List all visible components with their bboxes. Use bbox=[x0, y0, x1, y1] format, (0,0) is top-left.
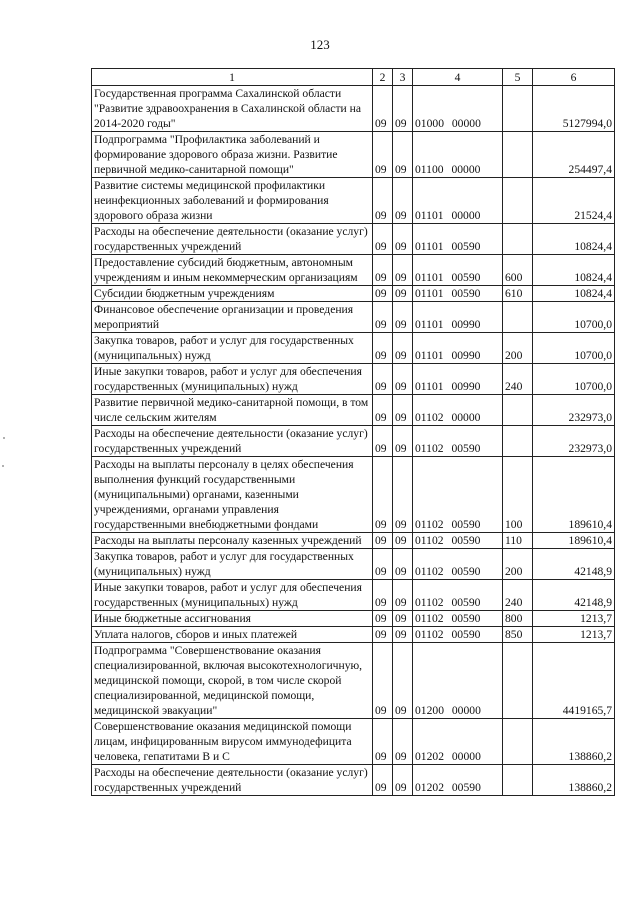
target-article: 01000 00000 bbox=[413, 86, 503, 132]
expense-kind: 240 bbox=[503, 364, 533, 395]
target-article: 01101 00990 bbox=[413, 364, 503, 395]
expense-name: Расходы на обеспечение деятельности (оказание услуг) государственных учреждений bbox=[92, 224, 373, 255]
table-row bbox=[92, 627, 615, 643]
subsection-code: 09 bbox=[393, 549, 413, 580]
target-article: 01102 00000 bbox=[413, 395, 503, 426]
subsection-code: 09 bbox=[393, 580, 413, 611]
expense-kind bbox=[503, 86, 533, 132]
table-row bbox=[92, 719, 615, 765]
expense-kind bbox=[503, 643, 533, 719]
expense-name: Предоставление субсидий бюджетным, автономным учреждениям и иным некоммерческим организациям bbox=[92, 255, 373, 286]
expense-kind: 600 bbox=[503, 255, 533, 286]
table-row bbox=[92, 765, 615, 796]
table-row bbox=[92, 178, 615, 224]
expense-name: Развитие первичной медико-санитарной помощи, в том числе сельским жителям bbox=[92, 395, 373, 426]
amount: 21524,4 bbox=[533, 178, 615, 224]
section-code: 09 bbox=[373, 627, 393, 643]
expense-name: Расходы на обеспечение деятельности (оказание услуг) государственных учреждений bbox=[92, 765, 373, 796]
target-article: 01102 00590 bbox=[413, 457, 503, 533]
amount: 5127994,0 bbox=[533, 86, 615, 132]
target-article: 01102 00590 bbox=[413, 627, 503, 643]
amount: 42148,9 bbox=[533, 549, 615, 580]
section-code: 09 bbox=[373, 457, 393, 533]
subsection-code: 09 bbox=[393, 286, 413, 302]
section-code: 09 bbox=[373, 426, 393, 457]
target-article: 01102 00590 bbox=[413, 611, 503, 627]
table-row bbox=[92, 395, 615, 426]
target-article: 01202 00000 bbox=[413, 719, 503, 765]
table-row bbox=[92, 549, 615, 580]
table-row bbox=[92, 426, 615, 457]
expense-kind: 850 bbox=[503, 627, 533, 643]
section-code: 09 bbox=[373, 533, 393, 549]
expense-kind bbox=[503, 178, 533, 224]
expense-name: Подпрограмма "Совершенствование оказания специализированной, включая высокотехнологичную, медицинской помощи, скорой, в том числе скорой специализированной, медицинской помощи, медицинской эвакуации" bbox=[92, 643, 373, 719]
amount: 254497,4 bbox=[533, 132, 615, 178]
expense-name: Совершенствование оказания медицинской помощи лицам, инфицированным вирусом иммунодефицита человека, гепатитами В и С bbox=[92, 719, 373, 765]
amount: 189610,4 bbox=[533, 533, 615, 549]
column-header: 4 bbox=[413, 69, 503, 86]
amount: 189610,4 bbox=[533, 457, 615, 533]
target-article: 01101 00590 bbox=[413, 286, 503, 302]
target-article: 01100 00000 bbox=[413, 132, 503, 178]
amount: 138860,2 bbox=[533, 719, 615, 765]
subsection-code: 09 bbox=[393, 333, 413, 364]
column-header: 3 bbox=[393, 69, 413, 86]
expense-kind bbox=[503, 765, 533, 796]
subsection-code: 09 bbox=[393, 364, 413, 395]
subsection-code: 09 bbox=[393, 719, 413, 765]
section-code: 09 bbox=[373, 132, 393, 178]
subsection-code: 09 bbox=[393, 426, 413, 457]
amount: 232973,0 bbox=[533, 395, 615, 426]
expense-name: Субсидии бюджетным учреждениям bbox=[92, 286, 373, 302]
expense-name: Государственная программа Сахалинской области "Развитие здравоохранения в Сахалинской области на 2014-2020 годы" bbox=[92, 86, 373, 132]
subsection-code: 09 bbox=[393, 765, 413, 796]
amount: 10824,4 bbox=[533, 286, 615, 302]
target-article: 01102 00590 bbox=[413, 426, 503, 457]
expense-name: Закупка товаров, работ и услуг для государственных (муниципальных) нужд bbox=[92, 333, 373, 364]
scan-speck bbox=[3, 437, 5, 439]
target-article: 01101 00990 bbox=[413, 333, 503, 364]
target-article: 01200 00000 bbox=[413, 643, 503, 719]
section-code: 09 bbox=[373, 643, 393, 719]
table-row bbox=[92, 457, 615, 533]
expense-name: Иные бюджетные ассигнования bbox=[92, 611, 373, 627]
budget-table bbox=[91, 68, 615, 796]
subsection-code: 09 bbox=[393, 86, 413, 132]
expense-kind bbox=[503, 426, 533, 457]
target-article: 01102 00590 bbox=[413, 549, 503, 580]
target-article: 01101 00990 bbox=[413, 302, 503, 333]
target-article: 01101 00000 bbox=[413, 178, 503, 224]
expense-name: Уплата налогов, сборов и иных платежей bbox=[92, 627, 373, 643]
expense-kind: 240 bbox=[503, 580, 533, 611]
table-row bbox=[92, 364, 615, 395]
section-code: 09 bbox=[373, 364, 393, 395]
expense-kind: 200 bbox=[503, 333, 533, 364]
section-code: 09 bbox=[373, 765, 393, 796]
column-header: 5 bbox=[503, 69, 533, 86]
section-code: 09 bbox=[373, 255, 393, 286]
subsection-code: 09 bbox=[393, 255, 413, 286]
expense-name: Расходы на выплаты персоналу в целях обеспечения выполнения функций государственными (муниципальными) органами, казенными учреждениями, органами управления государственными внебюджетными фондами bbox=[92, 457, 373, 533]
expense-name: Финансовое обеспечение организации и проведения мероприятий bbox=[92, 302, 373, 333]
amount: 42148,9 bbox=[533, 580, 615, 611]
expense-kind bbox=[503, 224, 533, 255]
subsection-code: 09 bbox=[393, 178, 413, 224]
expense-name: Иные закупки товаров, работ и услуг для обеспечения государственных (муниципальных) нужд bbox=[92, 364, 373, 395]
expense-kind: 610 bbox=[503, 286, 533, 302]
target-article: 01102 00590 bbox=[413, 533, 503, 549]
amount: 1213,7 bbox=[533, 627, 615, 643]
table-row bbox=[92, 86, 615, 132]
scan-speck bbox=[2, 465, 4, 467]
subsection-code: 09 bbox=[393, 395, 413, 426]
section-code: 09 bbox=[373, 549, 393, 580]
section-code: 09 bbox=[373, 86, 393, 132]
section-code: 09 bbox=[373, 178, 393, 224]
section-code: 09 bbox=[373, 302, 393, 333]
section-code: 09 bbox=[373, 224, 393, 255]
amount: 10824,4 bbox=[533, 255, 615, 286]
expense-kind: 100 bbox=[503, 457, 533, 533]
subsection-code: 09 bbox=[393, 643, 413, 719]
target-article: 01101 00590 bbox=[413, 224, 503, 255]
expense-kind bbox=[503, 395, 533, 426]
section-code: 09 bbox=[373, 580, 393, 611]
subsection-code: 09 bbox=[393, 457, 413, 533]
section-code: 09 bbox=[373, 395, 393, 426]
amount: 138860,2 bbox=[533, 765, 615, 796]
table-row bbox=[92, 580, 615, 611]
table-row bbox=[92, 333, 615, 364]
table-row bbox=[92, 286, 615, 302]
section-code: 09 bbox=[373, 611, 393, 627]
amount: 10700,0 bbox=[533, 333, 615, 364]
column-header: 6 bbox=[533, 69, 615, 86]
table-row bbox=[92, 132, 615, 178]
target-article: 01102 00590 bbox=[413, 580, 503, 611]
target-article: 01101 00590 bbox=[413, 255, 503, 286]
subsection-code: 09 bbox=[393, 132, 413, 178]
subsection-code: 09 bbox=[393, 627, 413, 643]
table-row bbox=[92, 643, 615, 719]
amount: 10700,0 bbox=[533, 302, 615, 333]
expense-name: Иные закупки товаров, работ и услуг для обеспечения государственных (муниципальных) нужд bbox=[92, 580, 373, 611]
expense-name: Закупка товаров, работ и услуг для государственных (муниципальных) нужд bbox=[92, 549, 373, 580]
amount: 4419165,7 bbox=[533, 643, 615, 719]
subsection-code: 09 bbox=[393, 533, 413, 549]
target-article: 01202 00590 bbox=[413, 765, 503, 796]
header-row bbox=[92, 69, 615, 86]
table-row bbox=[92, 611, 615, 627]
table-row bbox=[92, 255, 615, 286]
subsection-code: 09 bbox=[393, 302, 413, 333]
expense-kind: 800 bbox=[503, 611, 533, 627]
subsection-code: 09 bbox=[393, 224, 413, 255]
amount: 10700,0 bbox=[533, 364, 615, 395]
expense-kind bbox=[503, 719, 533, 765]
expense-kind: 200 bbox=[503, 549, 533, 580]
section-code: 09 bbox=[373, 286, 393, 302]
column-header: 2 bbox=[373, 69, 393, 86]
table-row bbox=[92, 302, 615, 333]
section-code: 09 bbox=[373, 719, 393, 765]
expense-kind bbox=[503, 302, 533, 333]
expense-kind: 110 bbox=[503, 533, 533, 549]
expense-name: Расходы на обеспечение деятельности (оказание услуг) государственных учреждений bbox=[92, 426, 373, 457]
expense-kind bbox=[503, 132, 533, 178]
amount: 232973,0 bbox=[533, 426, 615, 457]
subsection-code: 09 bbox=[393, 611, 413, 627]
table-row bbox=[92, 533, 615, 549]
table-row bbox=[92, 224, 615, 255]
page-number: 123 bbox=[310, 37, 330, 52]
amount: 10824,4 bbox=[533, 224, 615, 255]
section-code: 09 bbox=[373, 333, 393, 364]
amount: 1213,7 bbox=[533, 611, 615, 627]
expense-name: Расходы на выплаты персоналу казенных учреждений bbox=[92, 533, 373, 549]
column-header: 1 bbox=[92, 69, 373, 86]
expense-name: Развитие системы медицинской профилактики неинфекционных заболеваний и формирования здорового образа жизни bbox=[92, 178, 373, 224]
expense-name: Подпрограмма "Профилактика заболеваний и формирование здорового образа жизни. Развитие первичной медико-санитарной помощи" bbox=[92, 132, 373, 178]
